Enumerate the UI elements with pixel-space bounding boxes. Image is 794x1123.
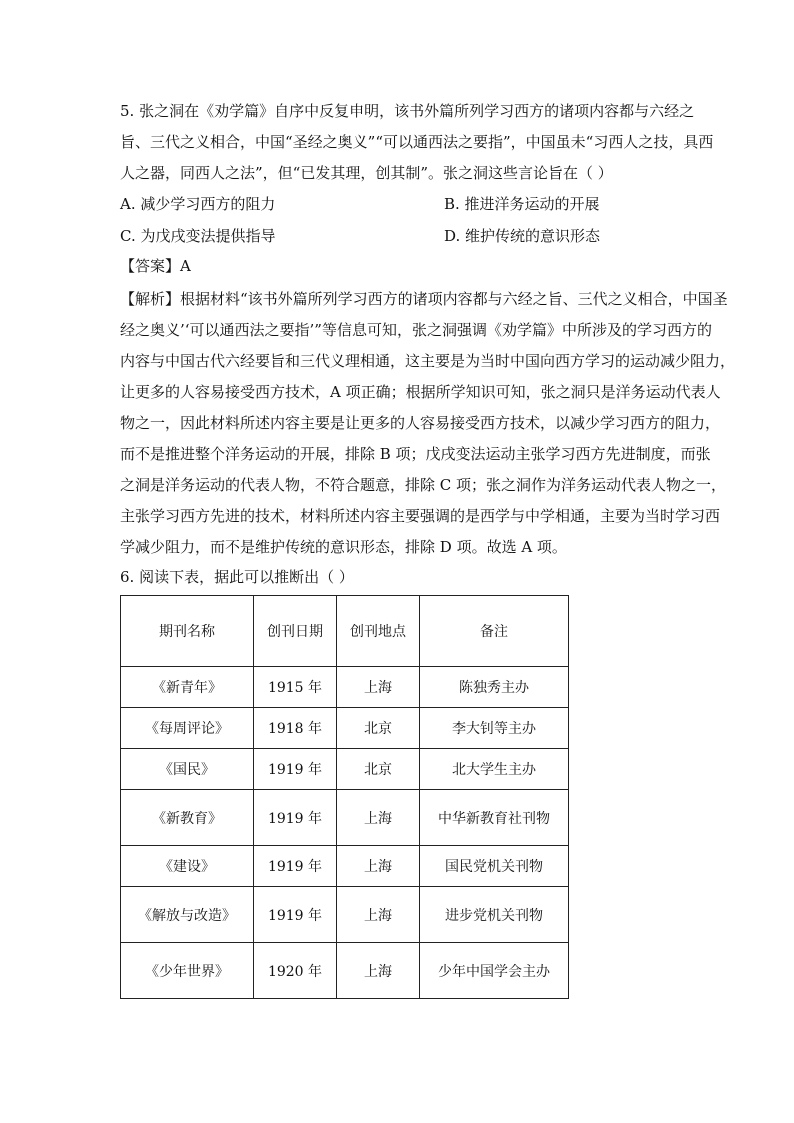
table-cell: 上海 bbox=[337, 887, 420, 943]
table-cell: 上海 bbox=[337, 790, 420, 846]
analysis-line: 【解析】根据材料“该书外篇所列学习西方的诸项内容都与六经之旨、三代之义相合，中国圣 bbox=[120, 290, 728, 308]
table-cell: 陈独秀主办 bbox=[420, 667, 569, 708]
option-c: C. 为戊戌变法提供指导 bbox=[120, 227, 276, 245]
question-5-stem-line: 人之器，同西人之法”，但“已发其理，创其制”。张之洞这些言论旨在（ ） bbox=[120, 164, 613, 182]
table-cell: 1920 年 bbox=[254, 943, 337, 999]
analysis-line: 物之一，因此材料所述内容主要是让更多的人容易接受西方技术，以减少学习西方的阻力， bbox=[120, 414, 721, 432]
analysis-line: 主张学习西方先进的技术，材料所述内容主要强调的是西学与中学相通，主要为当时学习西 bbox=[120, 507, 721, 525]
question-5-stem bbox=[120, 96, 714, 189]
table-cell: 上海 bbox=[337, 667, 420, 708]
table-cell: 《少年世界》 bbox=[121, 943, 254, 999]
table-cell: 《建设》 bbox=[121, 846, 254, 887]
table-row bbox=[121, 708, 569, 749]
periodicals-table bbox=[120, 595, 569, 999]
table-cell: 《每周评论》 bbox=[121, 708, 254, 749]
analysis-line: 让更多的人容易接受西方技术，A 项正确；根据所学知识可知，张之洞只是洋务运动代表人 bbox=[120, 383, 721, 401]
table-cell: 1919 年 bbox=[254, 790, 337, 846]
header-cell: 创刊日期 bbox=[254, 596, 337, 667]
analysis-block bbox=[120, 284, 736, 563]
table-row bbox=[121, 749, 569, 790]
table-cell: 中华新教育社刊物 bbox=[420, 790, 569, 846]
table-cell: 国民党机关刊物 bbox=[420, 846, 569, 887]
table-header-row bbox=[121, 596, 569, 667]
question-5-stem-line: 5. 张之洞在《劝学篇》自序中反复申明，该书外篇所列学习西方的诸项内容都与六经之 bbox=[120, 102, 695, 120]
header-cell: 期刊名称 bbox=[121, 596, 254, 667]
table-cell: 上海 bbox=[337, 846, 420, 887]
table-cell: 1919 年 bbox=[254, 749, 337, 790]
table-cell: 北京 bbox=[337, 708, 420, 749]
analysis-line: 而不是推进整个洋务运动的开展，排除 B 项；戊戌变法运动主张学习西方先进制度，而张 bbox=[120, 445, 711, 463]
table-cell: 北京 bbox=[337, 749, 420, 790]
table-cell: 北大学生主办 bbox=[420, 749, 569, 790]
table-row bbox=[121, 943, 569, 999]
table-cell: 李大钊等主办 bbox=[420, 708, 569, 749]
table-cell: 1919 年 bbox=[254, 846, 337, 887]
table-cell: 1919 年 bbox=[254, 887, 337, 943]
analysis-line: 学减少阻力，而不是维护传统的意识形态，排除 D 项。故选 A 项。 bbox=[120, 538, 567, 556]
table-cell: 《新青年》 bbox=[121, 667, 254, 708]
header-cell: 备注 bbox=[420, 596, 569, 667]
header-cell: 创刊地点 bbox=[337, 596, 420, 667]
option-d: D. 维护传统的意识形态 bbox=[444, 227, 601, 245]
table-row bbox=[121, 846, 569, 887]
table-cell: 《国民》 bbox=[121, 749, 254, 790]
table-cell: 上海 bbox=[337, 943, 420, 999]
table-row bbox=[121, 887, 569, 943]
analysis-line: 内容与中国古代六经要旨和三代义理相通，这主要是为当时中国向西方学习的运动减少阻力， bbox=[120, 352, 736, 370]
table-cell: 1915 年 bbox=[254, 667, 337, 708]
option-b: B. 推进洋务运动的开展 bbox=[444, 195, 600, 213]
question-6-stem: 6. 阅读下表，据此可以推断出（ ） bbox=[120, 568, 354, 586]
analysis-line: 之洞是洋务运动的代表人物，不符合题意，排除 C 项；张之洞作为洋务运动代表人物之一， bbox=[120, 476, 727, 494]
table-row bbox=[121, 790, 569, 846]
table-cell: 《新教育》 bbox=[121, 790, 254, 846]
analysis-line: 经之奥义’‘可以通西法之要指’”等信息可知，张之洞强调《劝学篇》中所涉及的学习西方的 bbox=[120, 321, 712, 339]
table-cell: 进步党机关刊物 bbox=[420, 887, 569, 943]
question-5-stem-line: 旨、三代之义相合，中国“圣经之奥义”“可以通西法之要指”，中国虽未“习西人之技，具西 bbox=[120, 133, 714, 151]
answer-label: 【答案】A bbox=[120, 257, 191, 275]
table-row bbox=[121, 667, 569, 708]
table-cell: 1918 年 bbox=[254, 708, 337, 749]
option-a: A. 减少学习西方的阻力 bbox=[120, 195, 276, 213]
table-cell: 少年中国学会主办 bbox=[420, 943, 569, 999]
table-cell: 《解放与改造》 bbox=[121, 887, 254, 943]
